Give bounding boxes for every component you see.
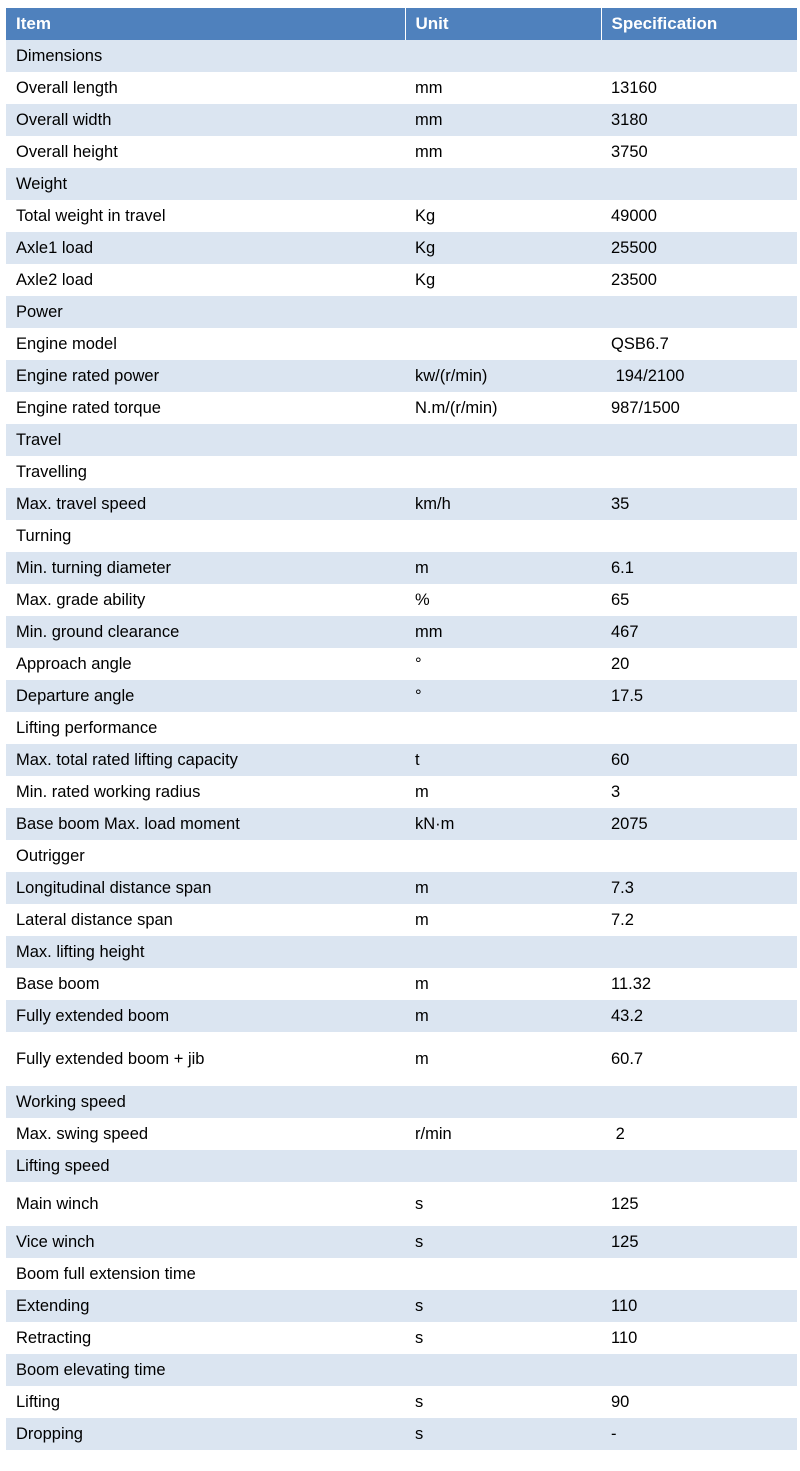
- cell-item: Main winch: [6, 1182, 405, 1226]
- cell-specification: 110: [601, 1290, 797, 1322]
- cell-item: Max. lifting height: [6, 936, 405, 968]
- cell-specification: 11.32: [601, 968, 797, 1000]
- cell-unit: [405, 40, 601, 72]
- cell-unit: kN·m: [405, 808, 601, 840]
- cell-item: Base boom Max. load moment: [6, 808, 405, 840]
- cell-item: Lifting performance: [6, 712, 405, 744]
- table-row: [6, 808, 797, 840]
- table-row: [6, 168, 797, 200]
- cell-item: Axle1 load: [6, 232, 405, 264]
- cell-unit: mm: [405, 616, 601, 648]
- cell-item: Dimensions: [6, 40, 405, 72]
- cell-specification: QSB6.7: [601, 328, 797, 360]
- cell-item: Min. turning diameter: [6, 552, 405, 584]
- cell-item: Travelling: [6, 456, 405, 488]
- cell-specification: [601, 712, 797, 744]
- cell-specification: [601, 936, 797, 968]
- cell-item: Max. travel speed: [6, 488, 405, 520]
- cell-item: Min. ground clearance: [6, 616, 405, 648]
- table-row: [6, 712, 797, 744]
- cell-unit: N.m/(r/min): [405, 392, 601, 424]
- table-row: [6, 1386, 797, 1418]
- cell-unit: [405, 168, 601, 200]
- cell-specification: 3750: [601, 136, 797, 168]
- cell-specification: [601, 296, 797, 328]
- table-row: [6, 1322, 797, 1354]
- cell-unit: °: [405, 648, 601, 680]
- cell-item: Lifting: [6, 1386, 405, 1418]
- cell-specification: 2: [601, 1118, 797, 1150]
- table-row: [6, 296, 797, 328]
- cell-item: Fully extended boom: [6, 1000, 405, 1032]
- table-row: [6, 488, 797, 520]
- table-row: [6, 1118, 797, 1150]
- cell-specification: [601, 1086, 797, 1118]
- table-row: [6, 840, 797, 872]
- cell-unit: Kg: [405, 200, 601, 232]
- cell-unit: kw/(r/min): [405, 360, 601, 392]
- specification-table: [6, 8, 797, 1450]
- cell-item: Total weight in travel: [6, 200, 405, 232]
- cell-specification: 49000: [601, 200, 797, 232]
- table-body: [6, 40, 797, 1450]
- cell-unit: [405, 1258, 601, 1290]
- table-row: [6, 648, 797, 680]
- cell-unit: m: [405, 904, 601, 936]
- cell-unit: r/min: [405, 1118, 601, 1150]
- cell-specification: 20: [601, 648, 797, 680]
- table-row: [6, 392, 797, 424]
- table-row: [6, 616, 797, 648]
- cell-specification: 90: [601, 1386, 797, 1418]
- table-row: [6, 1418, 797, 1450]
- cell-unit: Kg: [405, 264, 601, 296]
- table-row: [6, 1000, 797, 1032]
- cell-unit: Kg: [405, 232, 601, 264]
- cell-unit: m: [405, 1000, 601, 1032]
- cell-specification: 3180: [601, 104, 797, 136]
- cell-item: Overall width: [6, 104, 405, 136]
- cell-unit: [405, 840, 601, 872]
- cell-specification: [601, 1354, 797, 1386]
- cell-unit: s: [405, 1182, 601, 1226]
- cell-item: Retracting: [6, 1322, 405, 1354]
- column-header-unit: Unit: [405, 8, 601, 40]
- table-row: [6, 744, 797, 776]
- cell-unit: [405, 712, 601, 744]
- table-row: [6, 1150, 797, 1182]
- cell-specification: 13160: [601, 72, 797, 104]
- cell-specification: [601, 168, 797, 200]
- cell-specification: [601, 40, 797, 72]
- cell-unit: [405, 1086, 601, 1118]
- table-row: [6, 1226, 797, 1258]
- cell-unit: s: [405, 1418, 601, 1450]
- cell-specification: 60: [601, 744, 797, 776]
- table-row: [6, 136, 797, 168]
- cell-unit: mm: [405, 104, 601, 136]
- cell-specification: 194/2100: [601, 360, 797, 392]
- cell-specification: [601, 1258, 797, 1290]
- cell-item: Engine model: [6, 328, 405, 360]
- cell-specification: 65: [601, 584, 797, 616]
- cell-item: Max. total rated lifting capacity: [6, 744, 405, 776]
- cell-unit: %: [405, 584, 601, 616]
- cell-specification: 35: [601, 488, 797, 520]
- table-row: [6, 520, 797, 552]
- cell-specification: 25500: [601, 232, 797, 264]
- cell-unit: m: [405, 968, 601, 1000]
- cell-specification: 60.7: [601, 1032, 797, 1086]
- column-header-specification: Specification: [601, 8, 797, 40]
- cell-item: Outrigger: [6, 840, 405, 872]
- cell-item: Turning: [6, 520, 405, 552]
- cell-item: Extending: [6, 1290, 405, 1322]
- cell-specification: 7.2: [601, 904, 797, 936]
- cell-item: Departure angle: [6, 680, 405, 712]
- table-row: [6, 456, 797, 488]
- cell-specification: 23500: [601, 264, 797, 296]
- column-header-item: Item: [6, 8, 405, 40]
- cell-specification: [601, 840, 797, 872]
- table-row: [6, 264, 797, 296]
- cell-specification: [601, 424, 797, 456]
- cell-item: Overall length: [6, 72, 405, 104]
- table-row: [6, 1032, 797, 1086]
- cell-specification: 2075: [601, 808, 797, 840]
- table-row: [6, 72, 797, 104]
- table-row: [6, 360, 797, 392]
- table-row: [6, 232, 797, 264]
- cell-unit: m: [405, 872, 601, 904]
- cell-unit: s: [405, 1226, 601, 1258]
- table-row: [6, 424, 797, 456]
- cell-unit: m: [405, 552, 601, 584]
- table-row: [6, 1182, 797, 1226]
- cell-unit: m: [405, 1032, 601, 1086]
- cell-item: Axle2 load: [6, 264, 405, 296]
- table-header-row: [6, 8, 797, 40]
- cell-specification: 17.5: [601, 680, 797, 712]
- cell-specification: 6.1: [601, 552, 797, 584]
- cell-unit: [405, 296, 601, 328]
- cell-specification: [601, 456, 797, 488]
- table-row: [6, 1258, 797, 1290]
- table-row: [6, 200, 797, 232]
- cell-item: Power: [6, 296, 405, 328]
- table-row: [6, 904, 797, 936]
- cell-unit: [405, 936, 601, 968]
- cell-item: Vice winch: [6, 1226, 405, 1258]
- cell-item: Boom full extension time: [6, 1258, 405, 1290]
- cell-specification: [601, 520, 797, 552]
- cell-item: Boom elevating time: [6, 1354, 405, 1386]
- cell-item: Max. grade ability: [6, 584, 405, 616]
- cell-item: Working speed: [6, 1086, 405, 1118]
- cell-item: Lifting speed: [6, 1150, 405, 1182]
- table-row: [6, 776, 797, 808]
- cell-item: Weight: [6, 168, 405, 200]
- table-row: [6, 680, 797, 712]
- cell-item: Approach angle: [6, 648, 405, 680]
- cell-specification: 7.3: [601, 872, 797, 904]
- table-row: [6, 1354, 797, 1386]
- table-row: [6, 328, 797, 360]
- table-row: [6, 968, 797, 1000]
- table-row: [6, 104, 797, 136]
- cell-item: Base boom: [6, 968, 405, 1000]
- cell-unit: [405, 424, 601, 456]
- cell-item: Engine rated power: [6, 360, 405, 392]
- cell-item: Min. rated working radius: [6, 776, 405, 808]
- cell-specification: 467: [601, 616, 797, 648]
- cell-unit: s: [405, 1290, 601, 1322]
- cell-unit: s: [405, 1322, 601, 1354]
- cell-item: Fully extended boom + jib: [6, 1032, 405, 1086]
- cell-item: Lateral distance span: [6, 904, 405, 936]
- cell-item: Travel: [6, 424, 405, 456]
- cell-specification: 110: [601, 1322, 797, 1354]
- cell-unit: s: [405, 1386, 601, 1418]
- table-row: [6, 936, 797, 968]
- cell-specification: 43.2: [601, 1000, 797, 1032]
- table-row: [6, 584, 797, 616]
- table-row: [6, 1086, 797, 1118]
- cell-specification: 125: [601, 1226, 797, 1258]
- cell-unit: [405, 520, 601, 552]
- cell-unit: mm: [405, 136, 601, 168]
- cell-unit: mm: [405, 72, 601, 104]
- cell-specification: 125: [601, 1182, 797, 1226]
- cell-unit: [405, 1150, 601, 1182]
- table-row: [6, 872, 797, 904]
- cell-unit: m: [405, 776, 601, 808]
- cell-unit: t: [405, 744, 601, 776]
- cell-unit: °: [405, 680, 601, 712]
- cell-unit: [405, 328, 601, 360]
- cell-specification: -: [601, 1418, 797, 1450]
- cell-item: Longitudinal distance span: [6, 872, 405, 904]
- cell-unit: [405, 456, 601, 488]
- cell-unit: km/h: [405, 488, 601, 520]
- cell-specification: [601, 1150, 797, 1182]
- table-row: [6, 552, 797, 584]
- cell-item: Overall height: [6, 136, 405, 168]
- table-row: [6, 1290, 797, 1322]
- table-row: [6, 40, 797, 72]
- cell-item: Engine rated torque: [6, 392, 405, 424]
- cell-item: Dropping: [6, 1418, 405, 1450]
- cell-unit: [405, 1354, 601, 1386]
- cell-item: Max. swing speed: [6, 1118, 405, 1150]
- cell-specification: 3: [601, 776, 797, 808]
- cell-specification: 987/1500: [601, 392, 797, 424]
